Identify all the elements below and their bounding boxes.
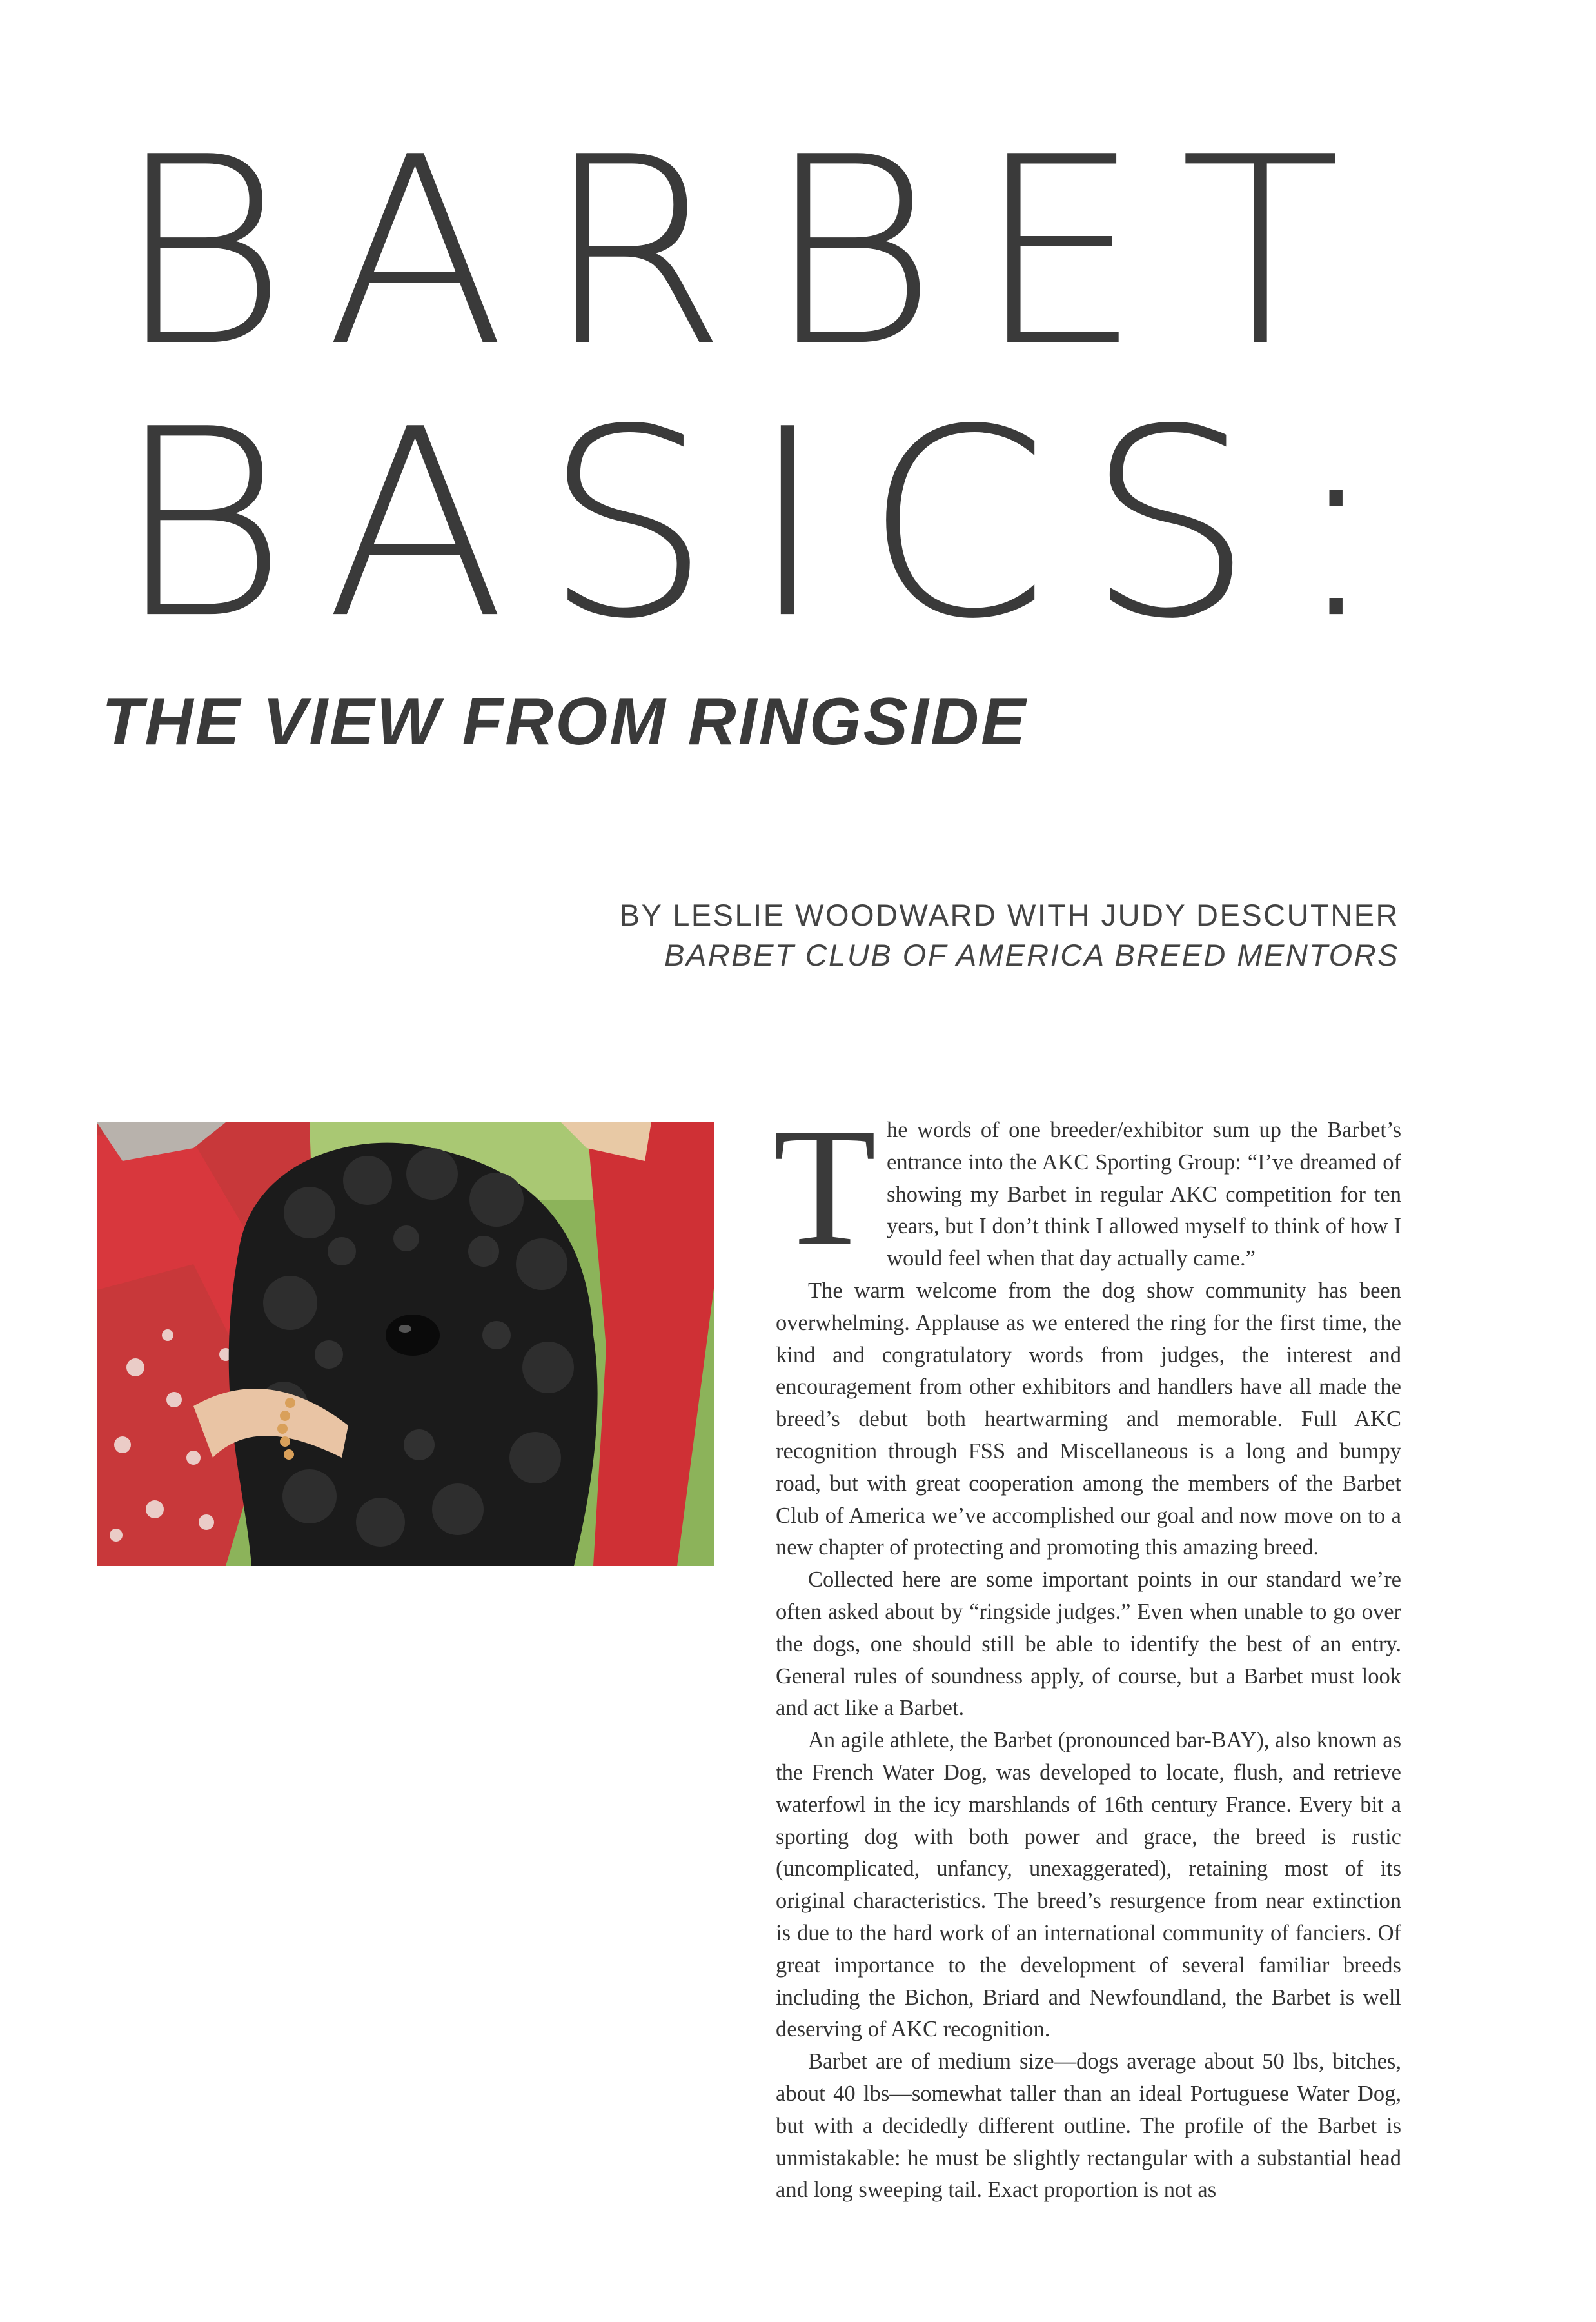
article-body xyxy=(773,1093,1401,2207)
byline xyxy=(620,895,1399,975)
title-line-1: BARBET xyxy=(115,101,1379,404)
article-paragraph-1-text: he words of one breeder/exhibitor sum up the Barbet’s entrance into the AKC Sporting Group: “I’ve dreamed of showing my Barbet in regular AKC competition for ten years, but I don’t think I allowed myself to think of how I would feel when that day actually came.” xyxy=(887,1118,1401,1271)
article-paragraph-4: An agile athlete, the Barbet (pronounced bar-BAY), also known as the French Water Dog, was developed to locate, flush, and retrieve waterfowl in the icy marshlands of 16th century France. Every bit a sporting dog with both power and grace, the breed is rustic (uncomplicated, unfancy, unexaggerated), retaining most of its original characteristics. The breed’s resurgence from near extinction is due to the hard work of an international community of fanciers. Of great importance to the development of several familiar breeds including the Bichon, Briard and Newfoundland, the Barbet is well deserving of AKC recognition. xyxy=(776,1728,1401,2042)
drop-cap: T xyxy=(773,1093,877,1280)
title-line-2: BASICS: xyxy=(115,373,1418,676)
byline-affiliation: BARBET CLUB OF AMERICA BREED MENTORS xyxy=(664,938,1399,972)
barbet-dog-photo xyxy=(97,1122,714,1566)
article-paragraph-3: Collected here are some important points in our standard we’re often asked about by “ringside judges.” Even when unable to go over the dogs, one should still be able to identify the best of an entry. General rules of soundness apply, of course, but a Barbet must look and act like a Barbet. xyxy=(776,1567,1401,1721)
byline-authors: BY LESLIE WOODWARD WITH JUDY DESCUTNER xyxy=(619,898,1399,932)
article-subtitle: THE VIEW FROM RINGSIDE xyxy=(102,684,1028,759)
photo-illustration xyxy=(97,1122,714,1566)
article-paragraph-2: The warm welcome from the dog show community has been overwhelming. Applause as we entered the ring for the first time, the kind and congratulatory words from judges, the interest and encouragement from other exhibitors and handlers have all made the breed’s debut both heartwarming and memorable. Full AKC recognition through FSS and Miscellaneous is a long and bumpy road, but with great cooperation among the members of the Barbet Club of America we’ve accomplished our goal and now move on to a new chapter of protecting and promoting this amazing breed. xyxy=(776,1278,1401,1560)
article-paragraph-5: Barbet are of medium size—dogs average about 50 lbs, bitches, about 40 lbs—somewhat taller than an ideal Portuguese Water Dog, but with a decidedly different outline. The profile of the Barbet is unmistakable: he must be slightly rectangular with a substantial head and long sweeping tail. Exact proportion is not as xyxy=(776,2049,1401,2203)
article-paragraph-1 xyxy=(773,1093,1401,1280)
